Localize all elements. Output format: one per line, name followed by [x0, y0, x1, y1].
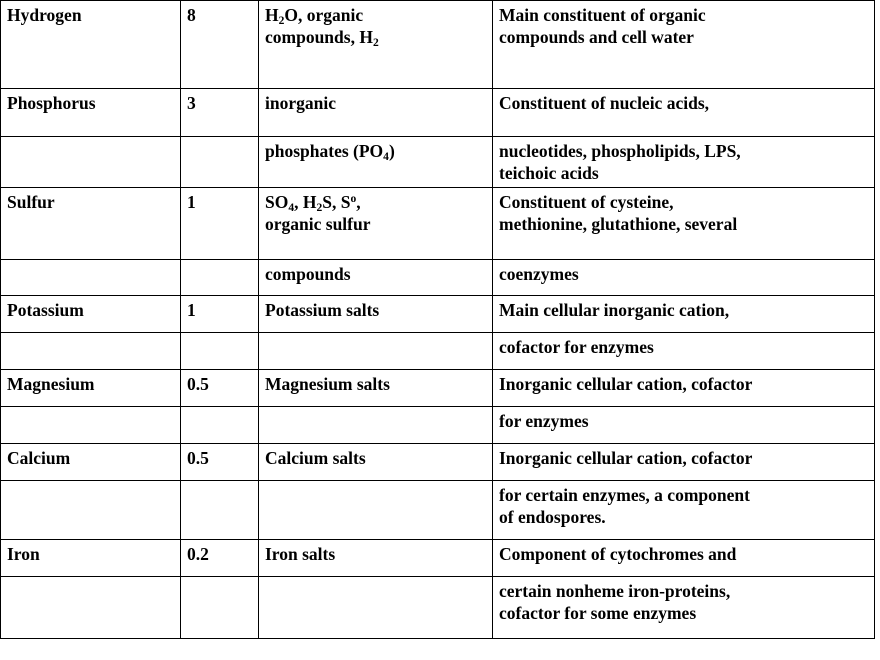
cell-element: [1, 259, 181, 295]
table-row: [1, 539, 875, 576]
cell-element-text: [7, 410, 174, 432]
cell-function: [493, 369, 875, 406]
cell-function-text: nucleotides, phospholipids, LPS,: [499, 141, 741, 161]
cell-percent-dry-weight: [181, 187, 259, 259]
cell-function-text: teichoic acids: [499, 163, 599, 184]
cell-element: [1, 369, 181, 406]
cell-source: [259, 539, 493, 576]
cell-function-text: compounds and cell water: [499, 27, 694, 48]
cell-percent-dry-weight-text: [187, 263, 252, 285]
cell-function: [493, 480, 875, 539]
cell-source-text: $H_2O$, organic: [265, 5, 364, 28]
cell-source-text: [265, 484, 486, 506]
cell-source-text: Potassium salts: [265, 299, 380, 320]
table-row: [1, 576, 875, 638]
cell-source-text: Iron salts: [265, 543, 336, 564]
cell-source-text: compounds: [265, 263, 351, 284]
cell-percent-dry-weight-text: 0.2: [187, 543, 209, 564]
cell-element-text: [7, 140, 174, 162]
cell-function-text: for certain enzymes, a component: [499, 484, 750, 505]
table-row: [1, 443, 875, 480]
cell-function: [493, 576, 875, 638]
table-row: [1, 259, 875, 295]
cell-function-text: Inorganic cellular cation, cofactor: [499, 373, 753, 394]
cell-function: [493, 137, 875, 188]
table-body: [1, 1, 875, 639]
cell-percent-dry-weight: [181, 443, 259, 480]
cell-element-text: Potassium: [7, 299, 84, 320]
cell-percent-dry-weight-text: [187, 580, 252, 602]
cell-function-text: certain nonheme iron-proteins,: [499, 580, 731, 601]
cell-element-text: Sulfur: [7, 191, 55, 212]
cell-element: [1, 137, 181, 188]
cell-source: [259, 369, 493, 406]
cell-element: [1, 187, 181, 259]
cell-function: [493, 187, 875, 259]
cell-percent-dry-weight-text: [187, 140, 252, 162]
cell-element: [1, 539, 181, 576]
cell-source-text: compounds, $H_2$: [265, 27, 379, 50]
cell-element: [1, 89, 181, 137]
cell-source: [259, 332, 493, 369]
cell-element-text: Calcium: [7, 447, 71, 468]
cell-percent-dry-weight: [181, 295, 259, 332]
cell-function: [493, 443, 875, 480]
cell-function-text: Inorganic cellular cation, cofactor: [499, 447, 753, 468]
cell-function: [493, 295, 875, 332]
cell-percent-dry-weight: [181, 576, 259, 638]
table-row: [1, 295, 875, 332]
cell-function-text: cofactor for enzymes: [499, 336, 654, 357]
cell-percent-dry-weight: [181, 89, 259, 137]
cell-percent-dry-weight: [181, 406, 259, 443]
cell-element-text: Phosphorus: [7, 93, 96, 113]
cell-source: [259, 295, 493, 332]
table-row: [1, 369, 875, 406]
cell-source: [259, 89, 493, 137]
cell-function: [493, 1, 875, 89]
cell-source-text: phosphates $(PO_4)$: [265, 141, 395, 164]
cell-function-text: Main cellular inorganic cation,: [499, 299, 730, 320]
cell-source: [259, 480, 493, 539]
cell-percent-dry-weight-text: 0.5: [187, 447, 209, 468]
cell-element: [1, 443, 181, 480]
cell-function-text: Constituent of cysteine,: [499, 191, 674, 212]
cell-element: [1, 332, 181, 369]
cell-source: [259, 1, 493, 89]
cell-percent-dry-weight-text: [187, 336, 252, 358]
cell-element-text: Iron: [7, 543, 40, 564]
cell-function-text: of endospores.: [499, 507, 606, 528]
cell-percent-dry-weight: [181, 1, 259, 89]
cell-source: [259, 187, 493, 259]
cell-source: [259, 443, 493, 480]
cell-percent-dry-weight: [181, 369, 259, 406]
cell-element-text: [7, 580, 174, 602]
cell-source-text: Calcium salts: [265, 447, 366, 468]
cell-element: [1, 295, 181, 332]
cell-source: [259, 259, 493, 295]
cell-percent-dry-weight: [181, 259, 259, 295]
cell-function-text: Constituent of nucleic acids,: [499, 93, 709, 113]
table-row: [1, 480, 875, 539]
cell-element: [1, 406, 181, 443]
cell-percent-dry-weight-text: 0.5: [187, 373, 209, 394]
cell-source: [259, 406, 493, 443]
cell-source-text: [265, 580, 486, 602]
cell-function: [493, 332, 875, 369]
cell-percent-dry-weight: [181, 137, 259, 188]
cell-element-text: [7, 336, 174, 358]
cell-element-text: [7, 484, 174, 506]
cell-percent-dry-weight-text: 3: [187, 93, 196, 113]
cell-source: [259, 576, 493, 638]
cell-percent-dry-weight-text: 1: [187, 191, 196, 212]
cell-function-text: coenzymes: [499, 263, 579, 284]
cell-function-text: for enzymes: [499, 410, 589, 431]
cell-percent-dry-weight-text: [187, 484, 252, 506]
cell-source-text: [265, 336, 486, 358]
cell-source-text: organic sulfur: [265, 214, 371, 235]
cell-source-text: Magnesium salts: [265, 373, 390, 394]
table-row: [1, 332, 875, 369]
cell-source-text: $SO_4$, $H_2S$, $S^o$,: [265, 191, 361, 214]
cell-source: [259, 137, 493, 188]
cell-percent-dry-weight: [181, 332, 259, 369]
cell-function: [493, 259, 875, 295]
table-row: [1, 89, 875, 137]
cell-function-text: Component of cytochromes and: [499, 543, 737, 564]
cell-percent-dry-weight-text: 8: [187, 5, 196, 25]
table-row: [1, 187, 875, 259]
cell-function-text: Main constituent of organic: [499, 5, 706, 25]
cell-source-text: inorganic: [265, 93, 336, 113]
cell-element-text: Hydrogen: [7, 5, 82, 25]
cell-element: [1, 1, 181, 89]
cell-function: [493, 539, 875, 576]
table-row: [1, 1, 875, 89]
cell-function: [493, 406, 875, 443]
cell-source-text: [265, 410, 486, 432]
table-row: [1, 137, 875, 188]
cell-element-text: [7, 263, 174, 285]
cell-percent-dry-weight: [181, 539, 259, 576]
table-row: [1, 406, 875, 443]
cell-function-text: cofactor for some enzymes: [499, 603, 697, 624]
cell-function: [493, 89, 875, 137]
cell-element: [1, 480, 181, 539]
cell-percent-dry-weight-text: [187, 410, 252, 432]
cell-element-text: Magnesium: [7, 373, 95, 394]
cell-percent-dry-weight: [181, 480, 259, 539]
cell-element: [1, 576, 181, 638]
cell-percent-dry-weight-text: 1: [187, 299, 196, 320]
cell-function-text: methionine, glutathione, several: [499, 214, 738, 235]
